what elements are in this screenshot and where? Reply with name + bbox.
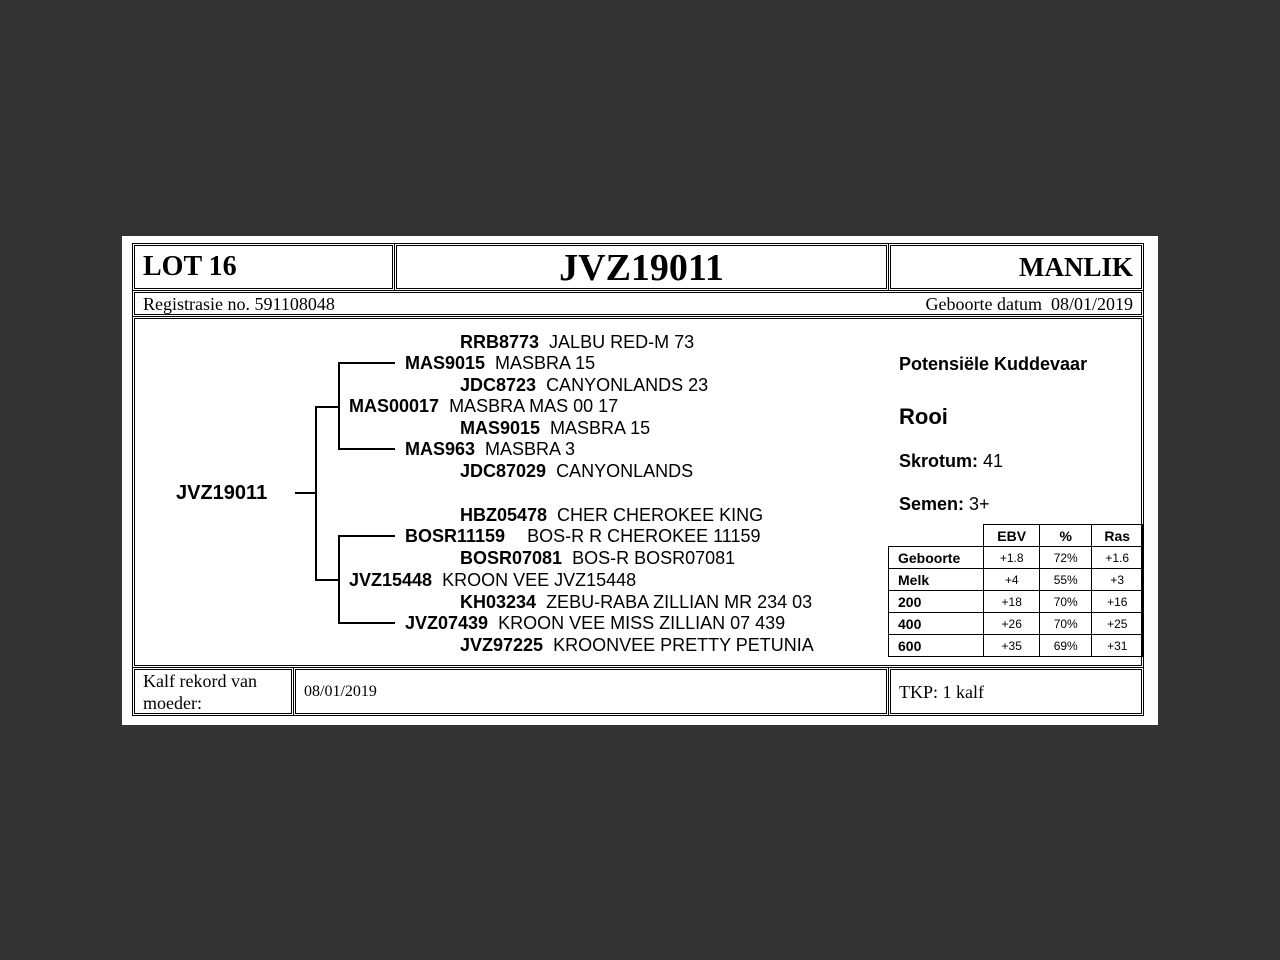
ebv-header-blank bbox=[889, 525, 984, 547]
pedigree-line bbox=[315, 579, 338, 581]
pedigree-line bbox=[338, 535, 395, 537]
pedigree-name: MASBRA 15 bbox=[495, 353, 596, 373]
semen-label: Semen: bbox=[899, 494, 965, 514]
birth-date: 08/01/2019 bbox=[1050, 294, 1133, 314]
ebv-value: +4 bbox=[984, 569, 1040, 591]
ebv-percent: 72% bbox=[1039, 547, 1092, 569]
semen-value: 3+ bbox=[969, 494, 990, 514]
ebv-header: % bbox=[1039, 525, 1092, 547]
dam-dam bbox=[405, 613, 785, 634]
pedigree-line bbox=[295, 492, 316, 494]
ebv-row bbox=[889, 635, 1143, 657]
pedigree-name: BOS-R BOSR07081 bbox=[572, 548, 736, 568]
pedigree-name: MASBRA 3 bbox=[485, 439, 576, 459]
pedigree-name: BOS-R R CHEROKEE 11159 bbox=[527, 526, 761, 546]
scrotum-label: Skrotum: bbox=[899, 451, 979, 471]
pedigree-code: MAS963 bbox=[405, 439, 476, 459]
ebv-row bbox=[889, 569, 1143, 591]
pedigree-code: KH03234 bbox=[460, 592, 537, 612]
tkp-value: TKP: 1 kalf bbox=[899, 682, 984, 702]
potential-title: Potensiële Kuddevaar bbox=[899, 354, 1088, 374]
sire-dam-sire bbox=[460, 418, 650, 439]
pedigree-code: JDC87029 bbox=[460, 461, 547, 481]
calf-record-label bbox=[143, 670, 257, 714]
ebv-breed: +1.6 bbox=[1092, 547, 1143, 569]
dam-sire bbox=[405, 526, 761, 547]
ebv-row-label: 400 bbox=[889, 613, 984, 635]
pedigree-name: CANYONLANDS bbox=[556, 461, 694, 481]
sire-sire-sire bbox=[460, 332, 694, 353]
registration-label: Registrasie no. bbox=[143, 294, 250, 314]
ebv-breed: +25 bbox=[1092, 613, 1143, 635]
ebv-header: EBV bbox=[984, 525, 1040, 547]
dam bbox=[349, 570, 636, 591]
pedigree-line bbox=[338, 362, 395, 364]
calf-record-value: 08/01/2019 bbox=[304, 683, 377, 700]
pedigree-name: KROON VEE MISS ZILLIAN 07 439 bbox=[498, 613, 786, 633]
sire-dam-dam bbox=[460, 461, 693, 482]
pedigree-code: JVZ15448 bbox=[349, 570, 433, 590]
pedigree-line bbox=[315, 406, 317, 581]
pedigree-code: JVZ07439 bbox=[405, 613, 489, 633]
color-label: Rooi bbox=[899, 404, 948, 429]
pedigree-code: BOSR07081 bbox=[460, 548, 563, 568]
animal-node: JVZ19011 bbox=[176, 482, 268, 504]
ebv-value: +1.8 bbox=[984, 547, 1040, 569]
scrotum-info bbox=[899, 450, 1003, 472]
birth-date-label: Geboorte datum bbox=[925, 294, 1042, 314]
pedigree-code: HBZ05478 bbox=[460, 505, 548, 525]
pedigree-code: RRB8773 bbox=[460, 332, 540, 352]
pedigree-line bbox=[338, 448, 395, 450]
pedigree-name: KROON VEE JVZ15448 bbox=[442, 570, 637, 590]
pedigree-line bbox=[338, 535, 340, 624]
ebv-row bbox=[889, 613, 1143, 635]
dam-dam-dam bbox=[460, 635, 814, 656]
pedigree-code: JDC8723 bbox=[460, 375, 537, 395]
pedigree-name: CHER CHEROKEE KING bbox=[557, 505, 764, 525]
ebv-table bbox=[888, 524, 1143, 657]
lot-card bbox=[122, 236, 1158, 725]
pedigree-name: MASBRA 15 bbox=[550, 418, 651, 438]
calf-record-label-line: Kalf rekord van bbox=[143, 671, 257, 691]
ebv-row-label: 600 bbox=[889, 635, 984, 657]
pedigree-code: MAS9015 bbox=[460, 418, 541, 438]
ebv-breed: +3 bbox=[1092, 569, 1143, 591]
ebv-header: Ras bbox=[1092, 525, 1143, 547]
ebv-percent: 69% bbox=[1039, 635, 1092, 657]
sire-sire bbox=[405, 353, 595, 374]
registration-info bbox=[143, 293, 335, 315]
ebv-value: +26 bbox=[984, 613, 1040, 635]
sex-label: MANLIK bbox=[1019, 252, 1133, 282]
pedigree-code: MAS9015 bbox=[405, 353, 486, 373]
ebv-percent: 70% bbox=[1039, 613, 1092, 635]
pedigree-line bbox=[315, 406, 338, 408]
semen-info bbox=[899, 493, 990, 515]
ebv-header-row bbox=[889, 525, 1143, 547]
pedigree-name: JALBU RED-M 73 bbox=[549, 332, 695, 352]
pedigree-code: BOSR11159 bbox=[405, 526, 506, 546]
pedigree-name: CANYONLANDS 23 bbox=[546, 375, 709, 395]
scrotum-value: 41 bbox=[983, 451, 1004, 471]
ebv-row-label: Melk bbox=[889, 569, 984, 591]
lot-number: LOT 16 bbox=[143, 251, 237, 282]
dam-dam-sire bbox=[460, 592, 812, 613]
ebv-row bbox=[889, 591, 1143, 613]
calf-record-value-cell bbox=[293, 667, 889, 716]
calf-record-label-line: moeder: bbox=[143, 693, 202, 713]
pedigree-code: MAS00017 bbox=[349, 396, 440, 416]
ebv-percent: 55% bbox=[1039, 569, 1092, 591]
pedigree-name: MASBRA MAS 00 17 bbox=[449, 396, 619, 416]
pedigree-code: JVZ97225 bbox=[460, 635, 544, 655]
birth-info bbox=[926, 293, 1133, 315]
ebv-value: +18 bbox=[984, 591, 1040, 613]
pedigree-line bbox=[338, 362, 340, 450]
sire-dam bbox=[405, 439, 575, 460]
pedigree-line bbox=[338, 622, 395, 624]
ebv-percent: 70% bbox=[1039, 591, 1092, 613]
ebv-row-label: Geboorte bbox=[889, 547, 984, 569]
dam-sire-dam bbox=[460, 548, 735, 569]
animal-id-title: JVZ19011 bbox=[559, 247, 724, 289]
ebv-breed: +31 bbox=[1092, 635, 1143, 657]
ebv-breed: +16 bbox=[1092, 591, 1143, 613]
ebv-value: +35 bbox=[984, 635, 1040, 657]
ebv-row bbox=[889, 547, 1143, 569]
pedigree-name: ZEBU-RABA ZILLIAN MR 234 03 bbox=[546, 592, 813, 612]
sire bbox=[349, 396, 618, 417]
pedigree-name: KROONVEE PRETTY PETUNIA bbox=[553, 635, 814, 655]
sire-sire-dam bbox=[460, 375, 708, 396]
registration-number: 591108048 bbox=[254, 294, 335, 314]
dam-sire-sire bbox=[460, 505, 763, 526]
ebv-row-label: 200 bbox=[889, 591, 984, 613]
